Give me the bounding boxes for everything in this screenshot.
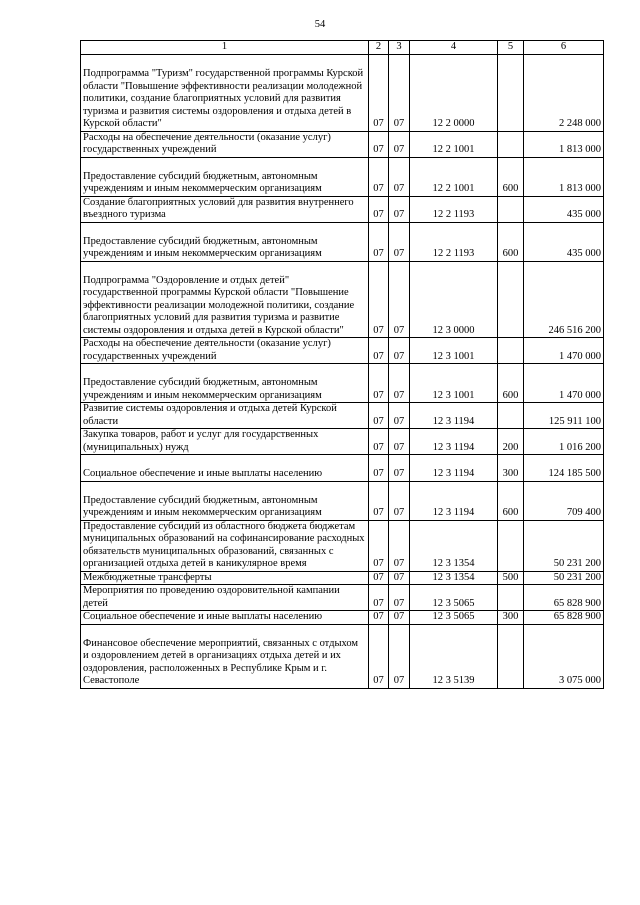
row-description: Подпрограмма "Туризм" государственной программы Курской области "Повышение эффективности реализации молодежной политики, создание благоприятных условий для развития туризма и развития системы оздоровления и отдыха детей в Курской области" <box>81 55 369 132</box>
row-subsection: 07 <box>389 222 410 261</box>
table-row <box>81 338 604 364</box>
row-expense-type <box>498 338 524 364</box>
page-number: 54 <box>314 19 326 30</box>
table-row <box>81 131 604 157</box>
row-target-article: 12 3 1194 <box>410 429 498 455</box>
row-subsection: 07 <box>389 55 410 132</box>
row-description: Предоставление субсидий бюджетным, автономным учреждениям и иным некоммерческим организациям <box>81 222 369 261</box>
row-amount: 50 231 200 <box>524 571 604 585</box>
row-subsection: 07 <box>389 338 410 364</box>
row-subsection: 07 <box>389 429 410 455</box>
table-row <box>81 364 604 403</box>
row-expense-type: 600 <box>498 157 524 196</box>
row-description: Расходы на обеспечение деятельности (оказание услуг) государственных учреждений <box>81 131 369 157</box>
table-row <box>81 403 604 429</box>
row-expense-type: 200 <box>498 429 524 455</box>
row-expense-type <box>498 624 524 688</box>
row-target-article: 12 3 1354 <box>410 571 498 585</box>
row-expense-type: 600 <box>498 364 524 403</box>
row-amount: 2 248 000 <box>524 55 604 132</box>
column-header-4: 4 <box>410 41 498 55</box>
row-description: Расходы на обеспечение деятельности (оказание услуг) государственных учреждений <box>81 338 369 364</box>
row-section: 07 <box>369 429 389 455</box>
table-row <box>81 481 604 520</box>
row-expense-type <box>498 131 524 157</box>
row-amount: 3 075 000 <box>524 624 604 688</box>
row-section: 07 <box>369 624 389 688</box>
row-description: Закупка товаров, работ и услуг для государственных (муниципальных) нужд <box>81 429 369 455</box>
row-subsection: 07 <box>389 196 410 222</box>
row-section: 07 <box>369 196 389 222</box>
row-section: 07 <box>369 338 389 364</box>
row-expense-type: 500 <box>498 571 524 585</box>
row-amount: 124 185 500 <box>524 455 604 482</box>
row-section: 07 <box>369 131 389 157</box>
table-row <box>81 157 604 196</box>
row-amount: 709 400 <box>524 481 604 520</box>
table-row <box>81 196 604 222</box>
row-subsection: 07 <box>389 131 410 157</box>
row-subsection: 07 <box>389 261 410 338</box>
row-section: 07 <box>369 481 389 520</box>
row-expense-type: 600 <box>498 222 524 261</box>
row-amount: 65 828 900 <box>524 611 604 625</box>
table-row <box>81 261 604 338</box>
table-row <box>81 429 604 455</box>
row-target-article: 12 2 1193 <box>410 222 498 261</box>
row-description: Предоставление субсидий из областного бюджета бюджетам муниципальных образований на софинансирование расходных обязательств муниципальных образований, связанных с организацией отдыха детей в каникулярное время <box>81 520 369 571</box>
row-target-article: 12 3 1194 <box>410 403 498 429</box>
row-description: Социальное обеспечение и иные выплаты населению <box>81 455 369 482</box>
row-target-article: 12 2 1193 <box>410 196 498 222</box>
row-description: Предоставление субсидий бюджетным, автономным учреждениям и иным некоммерческим организациям <box>81 157 369 196</box>
row-expense-type <box>498 196 524 222</box>
column-header-2: 2 <box>369 41 389 55</box>
row-section: 07 <box>369 455 389 482</box>
row-amount: 1 470 000 <box>524 364 604 403</box>
row-subsection: 07 <box>389 364 410 403</box>
row-expense-type <box>498 55 524 132</box>
row-expense-type: 300 <box>498 455 524 482</box>
row-target-article: 12 3 1194 <box>410 481 498 520</box>
row-amount: 1 016 200 <box>524 429 604 455</box>
row-section: 07 <box>369 55 389 132</box>
row-description: Развитие системы оздоровления и отдыха детей Курской области <box>81 403 369 429</box>
row-amount: 246 516 200 <box>524 261 604 338</box>
row-section: 07 <box>369 520 389 571</box>
row-target-article: 12 3 5065 <box>410 611 498 625</box>
row-target-article: 12 2 1001 <box>410 131 498 157</box>
budget-table <box>80 40 604 689</box>
row-section: 07 <box>369 585 389 611</box>
column-header-6: 6 <box>524 41 604 55</box>
row-target-article: 12 2 0000 <box>410 55 498 132</box>
row-target-article: 12 3 0000 <box>410 261 498 338</box>
row-description: Создание благоприятных условий для развития внутреннего въездного туризма <box>81 196 369 222</box>
row-target-article: 12 3 1001 <box>410 338 498 364</box>
row-description: Предоставление субсидий бюджетным, автономным учреждениям и иным некоммерческим организациям <box>81 481 369 520</box>
row-subsection: 07 <box>389 624 410 688</box>
row-target-article: 12 3 1354 <box>410 520 498 571</box>
row-target-article: 12 3 5139 <box>410 624 498 688</box>
row-expense-type: 300 <box>498 611 524 625</box>
row-description: Межбюджетные трансферты <box>81 571 369 585</box>
row-section: 07 <box>369 157 389 196</box>
row-amount: 1 813 000 <box>524 157 604 196</box>
row-subsection: 07 <box>389 157 410 196</box>
column-header-1: 1 <box>81 41 369 55</box>
row-target-article: 12 3 1194 <box>410 455 498 482</box>
row-subsection: 07 <box>389 571 410 585</box>
row-section: 07 <box>369 403 389 429</box>
row-section: 07 <box>369 364 389 403</box>
row-amount: 1 470 000 <box>524 338 604 364</box>
table-row <box>81 222 604 261</box>
row-subsection: 07 <box>389 611 410 625</box>
table-row <box>81 624 604 688</box>
row-amount: 125 911 100 <box>524 403 604 429</box>
row-subsection: 07 <box>389 403 410 429</box>
row-subsection: 07 <box>389 455 410 482</box>
table-header-row <box>81 41 604 55</box>
row-amount: 435 000 <box>524 222 604 261</box>
row-subsection: 07 <box>389 520 410 571</box>
row-amount: 65 828 900 <box>524 585 604 611</box>
row-amount: 1 813 000 <box>524 131 604 157</box>
row-expense-type <box>498 403 524 429</box>
column-header-3: 3 <box>389 41 410 55</box>
row-section: 07 <box>369 611 389 625</box>
row-section: 07 <box>369 571 389 585</box>
row-subsection: 07 <box>389 585 410 611</box>
row-section: 07 <box>369 222 389 261</box>
row-description: Подпрограмма "Оздоровление и отдых детей" государственной программы Курской области "Повышение эффективности реализации молодежной политики, создание благоприятных условий для развития туризма и развитие системы оздоровления и отдыха детей в Курской области" <box>81 261 369 338</box>
table-row <box>81 520 604 571</box>
row-target-article: 12 3 1001 <box>410 364 498 403</box>
table-row <box>81 455 604 482</box>
table-row <box>81 571 604 585</box>
row-description: Социальное обеспечение и иные выплаты населению <box>81 611 369 625</box>
row-expense-type <box>498 261 524 338</box>
row-target-article: 12 3 5065 <box>410 585 498 611</box>
table-row <box>81 585 604 611</box>
row-description: Финансовое обеспечение мероприятий, связанных с отдыхом и оздоровлением детей в организациях отдыха детей и их оздоровления, расположенных в Республике Крым и г. Севастополе <box>81 624 369 688</box>
row-amount: 50 231 200 <box>524 520 604 571</box>
column-header-5: 5 <box>498 41 524 55</box>
row-description: Предоставление субсидий бюджетным, автономным учреждениям и иным некоммерческим организациям <box>81 364 369 403</box>
row-section: 07 <box>369 261 389 338</box>
row-amount: 435 000 <box>524 196 604 222</box>
row-expense-type <box>498 520 524 571</box>
row-expense-type: 600 <box>498 481 524 520</box>
row-target-article: 12 2 1001 <box>410 157 498 196</box>
table-row <box>81 611 604 625</box>
row-subsection: 07 <box>389 481 410 520</box>
row-expense-type <box>498 585 524 611</box>
row-description: Мероприятия по проведению оздоровительной кампании детей <box>81 585 369 611</box>
table-row <box>81 55 604 132</box>
